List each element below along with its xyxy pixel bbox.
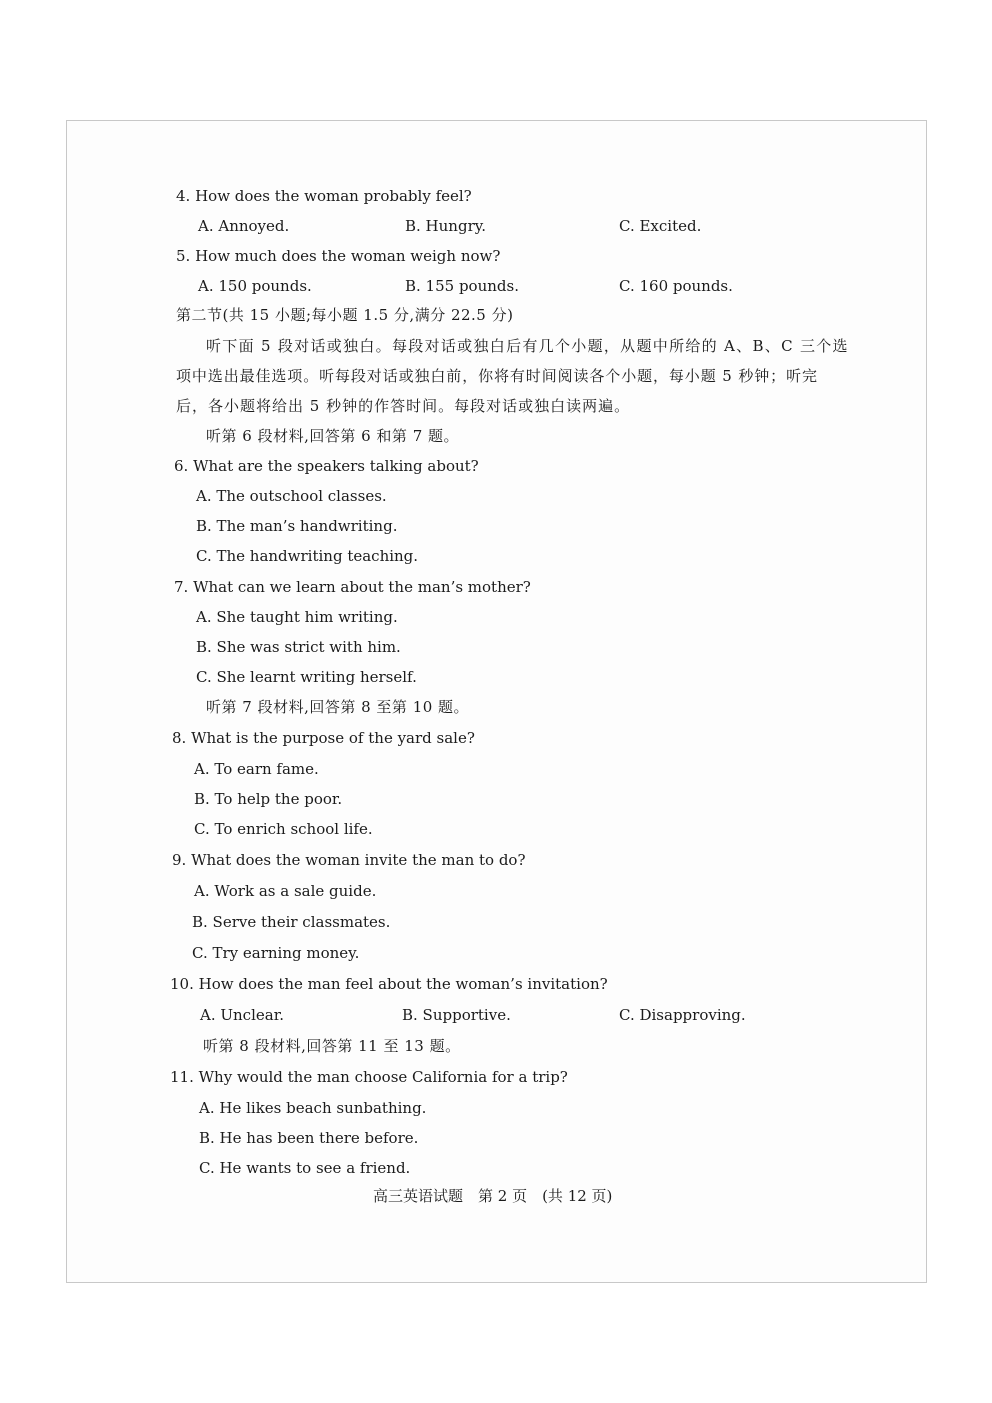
question-7-option-c: C. She learnt writing herself. [196,668,417,686]
question-5-stem: 5. How much does the woman weigh now? [176,247,501,265]
material-7-note: 听第 7 段材料,回答第 8 至第 10 题。 [206,698,470,716]
question-6-option-c: C. The handwriting teaching. [196,547,419,565]
question-7-option-b: B. She was strict with him. [196,638,401,656]
question-11-option-b: B. He has been there before. [199,1129,419,1147]
page-footer: 高三英语试题 第 2 页 (共 12 页) [373,1187,613,1205]
question-9-option-a: A. Work as a sale guide. [194,882,377,900]
section-2-instructions-line-1: 听下面 5 段对话或独白。每段对话或独白后有几个小题，从题中所给的 A、B、C 三个选 [206,337,849,355]
question-5-option-c: C. 160 pounds. [619,277,733,295]
question-8-stem: 8. What is the purpose of the yard sale? [172,729,475,747]
question-7-stem: 7. What can we learn about the man’s mother? [174,578,531,596]
question-10-option-b: B. Supportive. [402,1006,511,1024]
section-2-instructions-line-2: 项中选出最佳选项。听每段对话或独白前，你将有时间阅读各个小题，每小题 5 秒钟；听完 [176,367,818,385]
question-6-option-b: B. The man’s handwriting. [196,517,398,535]
question-10-stem: 10. How does the man feel about the woman’s invitation? [170,975,608,993]
question-6-option-a: A. The outschool classes. [196,487,387,505]
question-6-stem: 6. What are the speakers talking about? [174,457,479,475]
question-9-stem: 9. What does the woman invite the man to do? [172,851,526,869]
question-11-option-a: A. He likes beach sunbathing. [199,1099,427,1117]
question-8-option-a: A. To earn fame. [194,760,319,778]
question-4-stem: 4. How does the woman probably feel? [176,187,472,205]
question-11-option-c: C. He wants to see a friend. [199,1159,411,1177]
question-10-option-c: C. Disapproving. [619,1006,746,1024]
question-4-option-c: C. Excited. [619,217,702,235]
question-8-option-c: C. To enrich school life. [194,820,373,838]
question-4-option-a: A. Annoyed. [198,217,290,235]
section-2-title: 第二节(共 15 小题;每小题 1.5 分,满分 22.5 分) [176,306,514,324]
question-9-option-c: C. Try earning money. [192,944,360,962]
question-9-option-b: B. Serve their classmates. [192,913,391,931]
question-10-option-a: A. Unclear. [200,1006,284,1024]
question-7-option-a: A. She taught him writing. [196,608,398,626]
question-4-option-b: B. Hungry. [405,217,486,235]
section-2-instructions-line-3: 后，各小题将给出 5 秒钟的作答时间。每段对话或独白读两遍。 [176,397,631,415]
question-11-stem: 11. Why would the man choose California for a trip? [170,1068,568,1086]
question-5-option-a: A. 150 pounds. [198,277,312,295]
question-8-option-b: B. To help the poor. [194,790,343,808]
material-6-note: 听第 6 段材料,回答第 6 和第 7 题。 [206,427,460,445]
material-8-note: 听第 8 段材料,回答第 11 至 13 题。 [203,1037,461,1055]
question-5-option-b: B. 155 pounds. [405,277,519,295]
